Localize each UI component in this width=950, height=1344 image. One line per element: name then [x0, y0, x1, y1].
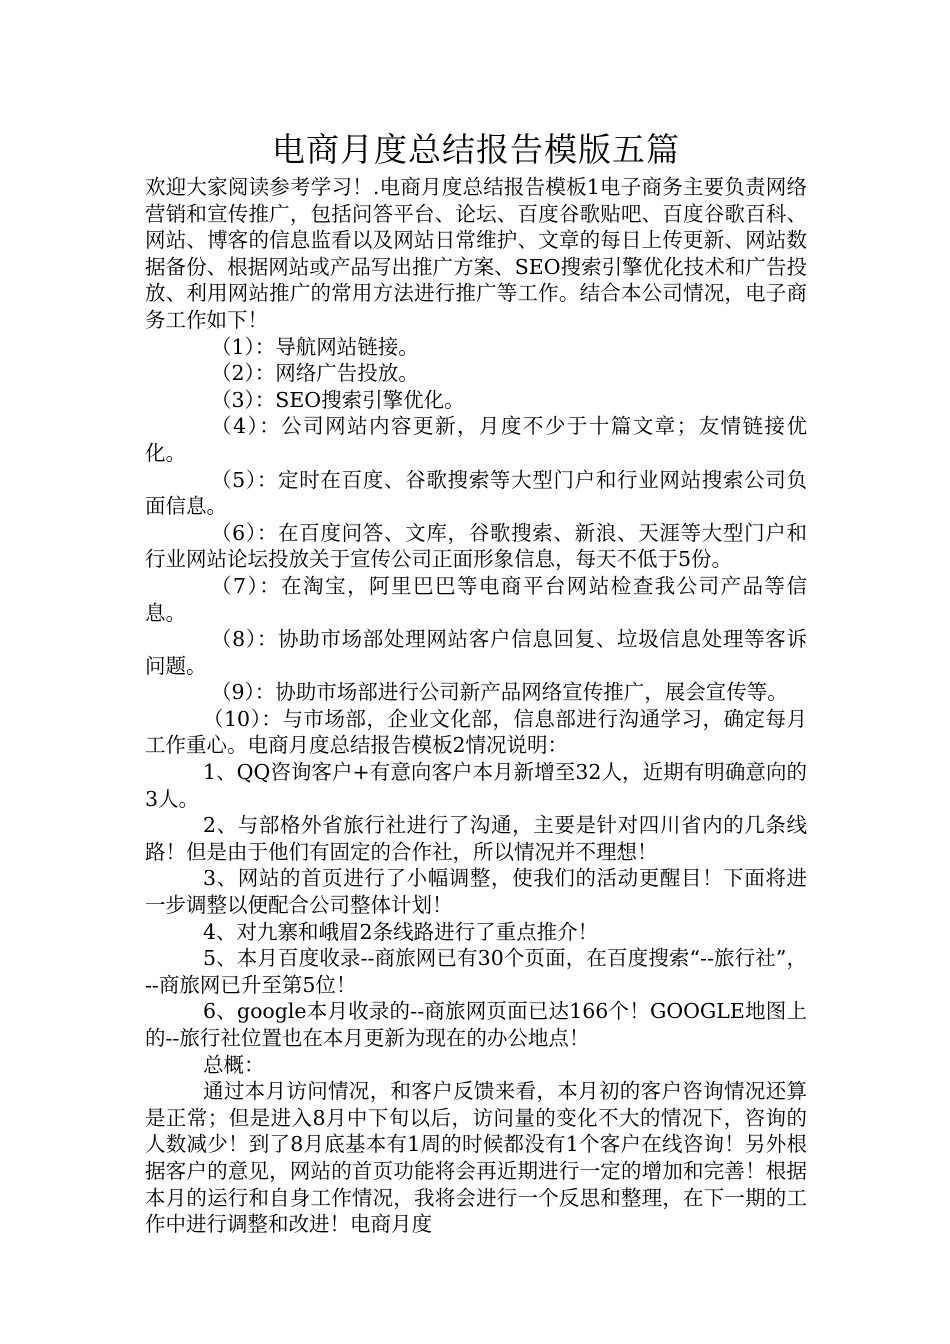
paragraph: （9）：协助市场部进行公司新产品网络宣传推广，展会宣传等。 [211, 680, 788, 705]
paragraph: 欢迎大家阅读参考学习！.电商月度总结报告模板1电子商务主要负责网络营销和宣传推广，包括问答平台、论坛、百度谷歌贴吧、百度谷歌百科、网站、博客的信息监看以及网站日常维护、文章的每日上传更新、网站数据备份、根据网站或产品写出推广方案、SEO搜索引擎优化技术和广告投放、利用网站推广的常用方法进行推广等工作。结合本公司情况，电子商务工作如下！ [145, 175, 807, 332]
paragraph: （1）：导航网站链接。 [211, 334, 419, 359]
paragraph: （8）：协助市场部处理网站客户信息回复、垃圾信息处理等客诉问题。 [145, 627, 807, 678]
paragraph: 3、网站的首页进行了小幅调整，使我们的活动更醒目！下面将进一步调整以便配合公司整体计划！ [145, 866, 807, 918]
paragraph: （7）：在淘宝，阿里巴巴等电商平台网站检查我公司产品等信息。 [145, 573, 807, 625]
paragraph: （10）：与市场部，企业文化部，信息部进行沟通学习，确定每月工作重心。电商月度总结报告模板2情况说明： [145, 706, 807, 758]
paragraph: 2、与部格外省旅行社进行了沟通，主要是针对四川省内的几条线路！但是由于他们有固定的合作社，所以情况并不理想！ [145, 813, 807, 864]
document-body [145, 174, 807, 1238]
paragraph: （2）：网络广告投放。 [211, 361, 419, 386]
paragraph: （4）：公司网站内容更新，月度不少于十篇文章；友情链接优化。 [145, 414, 807, 465]
paragraph: 4、对九寨和峨眉2条线路进行了重点推介！ [203, 919, 599, 944]
paragraph: （3）：SEO搜索引擎优化。 [211, 387, 465, 412]
paragraph: 总概： [203, 1052, 265, 1077]
paragraph: （5）：定时在百度、谷歌搜索等大型门户和行业网站搜索公司负面信息。 [145, 467, 807, 519]
document-title: 电商月度总结报告模版五篇 [272, 130, 680, 169]
paragraph: （6）：在百度问答、文库，谷歌搜索、新浪、天涯等大型门户和行业网站论坛投放关于宣传公司正面形象信息，每天不低于5份。 [145, 520, 807, 572]
paragraph: 5、本月百度收录--商旅网已有30个页面，在百度搜索“--旅行社”，--商旅网已升至第5位！ [145, 946, 807, 997]
paragraph: 通过本月访问情况，和客户反馈来看，本月初的客户咨询情况还算是正常；但是进入8月中下旬以后，访问量的变化不大的情况下，咨询的人数减少！到了8月底基本有1周的时候都没有1个客户在线咨询！另外根据客户的意见，网站的首页功能将会再近期进行一定的增加和完善！根据本月的运行和自身工作情况，我将会进行一个反思和整理，在下一期的工作中进行调整和改进！电商月度 [145, 1079, 807, 1237]
paragraph: 1、QQ咨询客户+有意向客户本月新增至32人，近期有明确意向的3人。 [145, 760, 807, 811]
document-page [145, 128, 807, 1238]
paragraph: 6、google本月收录的--商旅网页面已达166个！GOOGLE地图上的--旅行社位置也在本月更新为现在的办公地点！ [145, 999, 807, 1050]
